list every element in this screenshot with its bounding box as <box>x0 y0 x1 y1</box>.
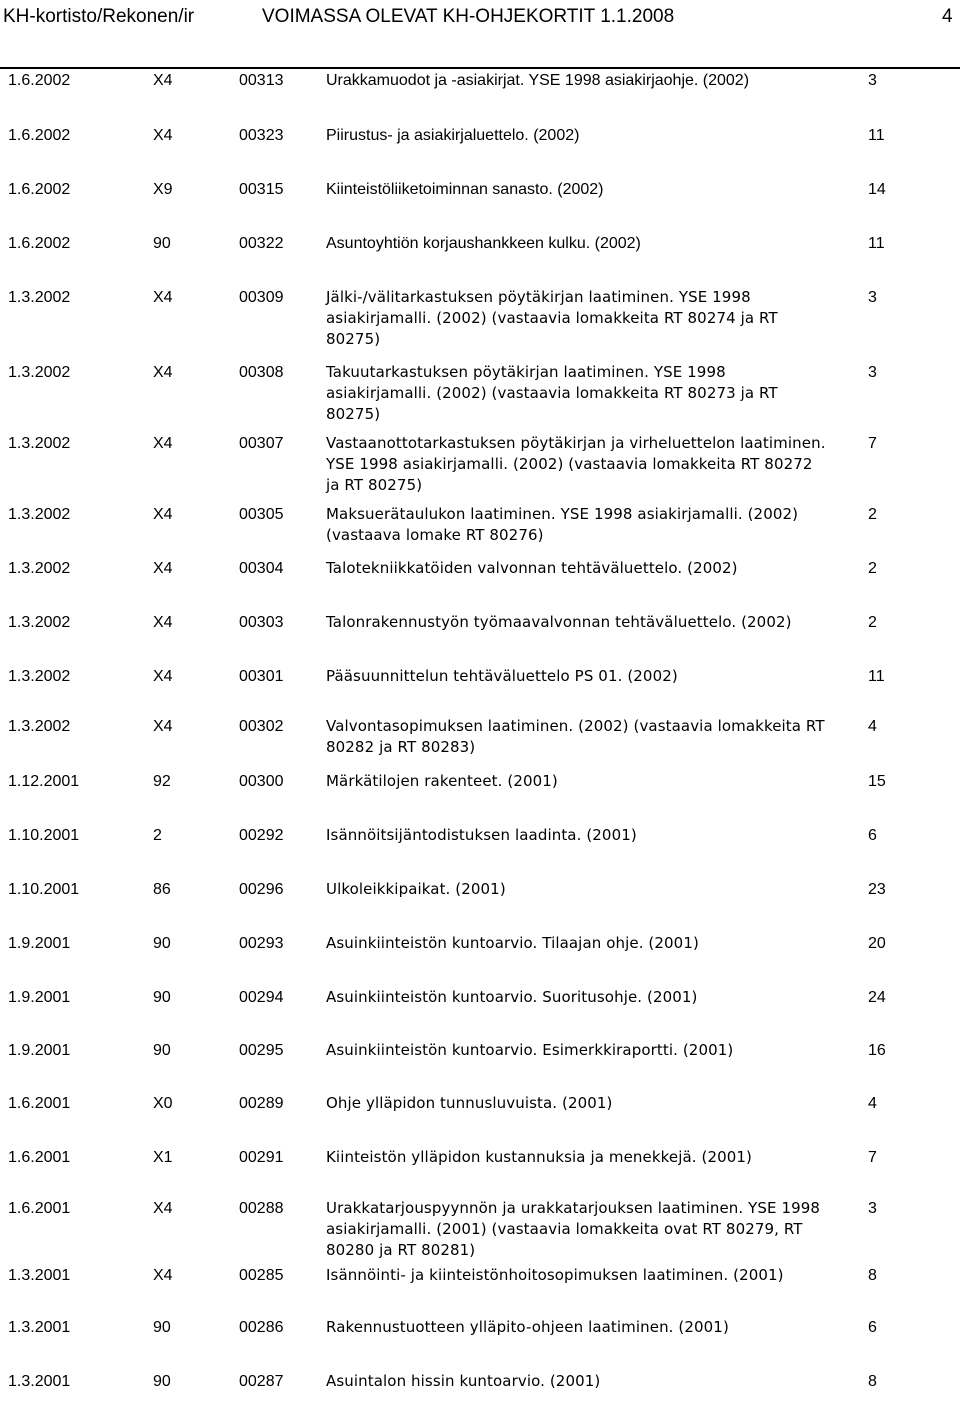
card-class-code: X4 <box>153 1267 173 1284</box>
card-number: 00295 <box>239 1042 284 1059</box>
card-number: 00305 <box>239 506 284 523</box>
card-page-count: 15 <box>868 773 886 790</box>
card-page-count: 11 <box>868 235 885 252</box>
card-title: Urakkamuodot ja -asiakirjat. YSE 1998 asiakirjaohje. (2002) <box>326 72 750 89</box>
card-number: 00300 <box>239 773 284 790</box>
card-page-count: 3 <box>868 289 877 306</box>
card-page-count: 24 <box>868 989 886 1006</box>
card-title: Jälki-/välitarkastuksen pöytäkirjan laatiminen. YSE 1998 asiakirjamalli. (2002) (vastaavia lomakkeita RT 80274 ja RT 80275) <box>326 288 778 348</box>
card-class-code: X4 <box>153 289 173 306</box>
card-number: 00288 <box>239 1200 284 1217</box>
card-number: 00292 <box>239 827 284 844</box>
card-page-count: 20 <box>868 935 886 952</box>
card-date: 1.6.2002 <box>8 127 71 144</box>
header-path: KH-kortisto/Rekonen/ir <box>3 6 195 27</box>
card-number: 00296 <box>239 881 284 898</box>
card-class-code: 86 <box>153 881 171 898</box>
card-date: 1.3.2002 <box>8 718 71 735</box>
card-class-code: X1 <box>153 1149 173 1166</box>
card-title: Ohje ylläpidon tunnusluvuista. (2001) <box>326 1094 613 1112</box>
card-class-code: X4 <box>153 668 173 685</box>
card-number: 00287 <box>239 1373 284 1390</box>
card-number: 00308 <box>239 364 284 381</box>
card-title: Vastaanottotarkastuksen pöytäkirjan ja virheluettelon laatiminen. YSE 1998 asiakirjamalli. (2002) (vastaavia lomakkeita RT 80272 ja RT 80275) <box>326 434 826 494</box>
card-number: 00294 <box>239 989 284 1006</box>
card-date: 1.3.2002 <box>8 289 71 306</box>
card-title: Piirustus- ja asiakirjaluettelo. (2002) <box>326 127 580 144</box>
card-page-count: 6 <box>868 827 877 844</box>
card-number: 00307 <box>239 435 284 452</box>
card-title: Asuinkiinteistön kuntoarvio. Suoritusohje. (2001) <box>326 988 698 1006</box>
card-number: 00291 <box>239 1149 284 1166</box>
card-number: 00323 <box>239 127 284 144</box>
card-class-code: X4 <box>153 1200 173 1217</box>
card-date: 1.6.2002 <box>8 181 71 198</box>
card-date: 1.3.2002 <box>8 364 71 381</box>
card-page-count: 2 <box>868 560 877 577</box>
card-class-code: 2 <box>153 827 162 844</box>
card-date: 1.10.2001 <box>8 881 80 898</box>
card-page-count: 11 <box>868 668 885 685</box>
card-title: Urakkatarjouspyynnön ja urakkatarjouksen laatiminen. YSE 1998 asiakirjamalli. (2001) (vastaavia lomakkeita ovat RT 80279, RT 80280 ja RT 80281) <box>326 1199 821 1259</box>
card-page-count: 16 <box>868 1042 886 1059</box>
card-title: Valvontasopimuksen laatiminen. (2002) (vastaavia lomakkeita RT 80282 ja RT 80283) <box>326 717 825 756</box>
card-title: Asuinkiinteistön kuntoarvio. Esimerkkiraportti. (2001) <box>326 1041 734 1059</box>
card-date: 1.12.2001 <box>8 773 80 790</box>
card-number: 00289 <box>239 1095 284 1112</box>
card-number: 00315 <box>239 181 284 198</box>
card-class-code: X4 <box>153 506 173 523</box>
card-date: 1.9.2001 <box>8 935 71 952</box>
card-class-code: X4 <box>153 364 173 381</box>
card-page-count: 14 <box>868 181 886 198</box>
card-date: 1.3.2001 <box>8 1267 71 1284</box>
card-page-count: 4 <box>868 718 877 735</box>
card-date: 1.9.2001 <box>8 1042 71 1059</box>
card-title: Isännöinti- ja kiinteistönhoitosopimuksen laatiminen. (2001) <box>326 1266 784 1284</box>
card-class-code: X4 <box>153 435 173 452</box>
card-date: 1.6.2001 <box>8 1095 71 1112</box>
card-title: Talotekniikkatöiden valvonnan tehtäväluettelo. (2002) <box>326 559 738 577</box>
card-class-code: X4 <box>153 72 173 89</box>
card-title: Märkätilojen rakenteet. (2001) <box>326 772 558 790</box>
card-title: Ulkoleikkipaikat. (2001) <box>326 880 506 898</box>
card-date: 1.3.2002 <box>8 614 71 631</box>
card-page-count: 7 <box>868 1149 877 1166</box>
card-date: 1.6.2001 <box>8 1149 71 1166</box>
card-number: 00303 <box>239 614 284 631</box>
card-page-count: 2 <box>868 506 877 523</box>
card-date: 1.3.2002 <box>8 506 71 523</box>
card-page-count: 4 <box>868 1095 877 1112</box>
card-number: 00304 <box>239 560 284 577</box>
card-title: Rakennustuotteen ylläpito-ohjeen laatiminen. (2001) <box>326 1318 729 1336</box>
card-class-code: 90 <box>153 1373 171 1390</box>
header-title: VOIMASSA OLEVAT KH-OHJEKORTIT 1.1.2008 <box>262 6 675 27</box>
card-number: 00293 <box>239 935 284 952</box>
card-class-code: 90 <box>153 935 171 952</box>
card-date: 1.6.2002 <box>8 235 71 252</box>
card-class-code: X9 <box>153 181 173 198</box>
card-class-code: X0 <box>153 1095 173 1112</box>
card-page-count: 3 <box>868 1200 877 1217</box>
card-class-code: X4 <box>153 718 173 735</box>
card-title: Pääsuunnittelun tehtäväluettelo PS 01. (2002) <box>326 667 678 685</box>
card-page-count: 8 <box>868 1267 877 1284</box>
card-title: Maksuerätaulukon laatiminen. YSE 1998 asiakirjamalli. (2002) (vastaava lomake RT 80276) <box>326 505 799 544</box>
card-number: 00322 <box>239 235 284 252</box>
card-class-code: X4 <box>153 560 173 577</box>
card-date: 1.3.2002 <box>8 560 71 577</box>
card-title: Asuinkiinteistön kuntoarvio. Tilaajan ohje. (2001) <box>326 934 699 952</box>
card-title: Kiinteistöliiketoiminnan sanasto. (2002) <box>326 181 604 198</box>
card-number: 00301 <box>239 668 284 685</box>
card-date: 1.3.2001 <box>8 1319 71 1336</box>
card-page-count: 3 <box>868 72 877 89</box>
card-date: 1.3.2002 <box>8 668 71 685</box>
card-number: 00313 <box>239 72 284 89</box>
page-header <box>0 0 960 40</box>
card-title: Takuutarkastuksen pöytäkirjan laatiminen. YSE 1998 asiakirjamalli. (2002) (vastaavia lomakkeita RT 80273 ja RT 80275) <box>326 363 778 423</box>
card-class-code: 92 <box>153 773 171 790</box>
card-class-code: 90 <box>153 989 171 1006</box>
card-page-count: 3 <box>868 364 877 381</box>
card-class-code: 90 <box>153 1042 171 1059</box>
card-date: 1.3.2002 <box>8 435 71 452</box>
card-class-code: 90 <box>153 235 171 252</box>
card-number: 00302 <box>239 718 284 735</box>
card-title: Asuintalon hissin kuntoarvio. (2001) <box>326 1372 601 1390</box>
card-class-code: X4 <box>153 614 173 631</box>
card-page-count: 23 <box>868 881 886 898</box>
card-page-count: 7 <box>868 435 877 452</box>
card-date: 1.6.2001 <box>8 1200 71 1217</box>
card-date: 1.10.2001 <box>8 827 80 844</box>
card-class-code: X4 <box>153 127 173 144</box>
card-page-count: 11 <box>868 127 885 144</box>
card-page-count: 6 <box>868 1319 877 1336</box>
card-class-code: 90 <box>153 1319 171 1336</box>
card-title: Kiinteistön ylläpidon kustannuksia ja menekkejä. (2001) <box>326 1148 752 1166</box>
card-date: 1.6.2002 <box>8 72 71 89</box>
page-number: 4 <box>942 6 953 27</box>
card-page-count: 2 <box>868 614 877 631</box>
card-number: 00286 <box>239 1319 284 1336</box>
card-page-count: 8 <box>868 1373 877 1390</box>
card-date: 1.3.2001 <box>8 1373 71 1390</box>
card-title: Isännöitsijäntodistuksen laadinta. (2001) <box>326 826 637 844</box>
card-number: 00285 <box>239 1267 284 1284</box>
card-title: Talonrakennustyön työmaavalvonnan tehtäväluettelo. (2002) <box>326 613 792 631</box>
card-title: Asuntoyhtiön korjaushankkeen kulku. (2002) <box>326 235 641 252</box>
card-date: 1.9.2001 <box>8 989 71 1006</box>
card-number: 00309 <box>239 289 284 306</box>
